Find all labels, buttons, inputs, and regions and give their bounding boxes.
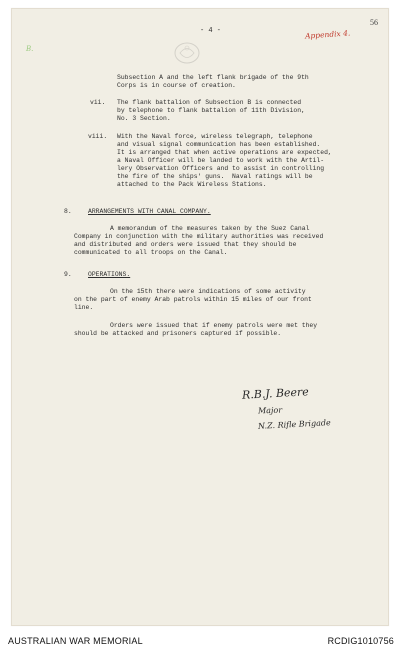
section-9-heading: OPERATIONS.: [88, 271, 131, 278]
section-9-para1-line-2: on the part of enemy Arab patrols within 15 miles of our front: [74, 296, 312, 303]
intro-line-2: Corps is in course of creation.: [117, 82, 236, 89]
item-vii-line-2: by telephone to flank battalion of 11th Division,: [117, 107, 305, 114]
item-vii-line-3: No. 3 Section.: [117, 115, 171, 122]
section-8-line-4: communicated to all troops on the Canal.: [74, 249, 228, 256]
item-viii-line-1: With the Naval force, wireless telegraph, telephone: [117, 133, 313, 140]
item-viii-number: viii.: [88, 133, 108, 140]
item-viii-line-2: and visual signal communication has been established.: [117, 141, 321, 148]
section-9-number: 9.: [64, 271, 72, 278]
section-9-para2-line-2: should be attacked and prisoners captured if possible.: [74, 330, 282, 337]
section-8-heading: ARRANGEMENTS WITH CANAL COMPANY.: [88, 208, 211, 215]
handwritten-annotation: Appendix 4.: [304, 28, 351, 41]
item-viii-line-7: attached to the Pack Wireless Stations.: [117, 181, 267, 188]
section-9-para1-line-3: line.: [74, 304, 94, 311]
item-viii-line-4: a Naval Officer will be landed to work with the Artil-: [117, 157, 325, 164]
section-8-number: 8.: [64, 208, 72, 215]
item-viii-line-5: lery Observation Officers and to assist in controlling: [117, 165, 325, 172]
section-9-para1-line-1: On the 15th there were indications of some activity: [110, 288, 306, 295]
section-8-line-2: Company in conjunction with the military authorities was received: [74, 233, 324, 240]
item-vii-number: vii.: [90, 99, 106, 106]
item-viii-line-3: It is arranged that when active operations are expected,: [117, 149, 332, 156]
item-viii-line-6: the fire of the ships' guns. Naval ratings will be: [117, 173, 313, 180]
embossed-crest-watermark: [172, 40, 202, 66]
footer-institution: AUSTRALIAN WAR MEMORIAL: [8, 636, 143, 646]
section-8-line-3: and distributed and orders were issued that they should be: [74, 241, 297, 248]
item-vii-line-1: The flank battalion of Subsection B is connected: [117, 99, 302, 106]
page-number: - 4 -: [200, 27, 222, 35]
folio-number: 56: [370, 18, 378, 27]
signature-rank: Major: [257, 405, 283, 416]
section-8-line-1: A memorandum of the measures taken by the Suez Canal: [110, 225, 310, 232]
intro-line-1: Subsection A and the left flank brigade of the 9th: [117, 74, 309, 81]
footer-record-id: RCDIG1010756: [327, 636, 394, 646]
signature-name: R.B.J. Beere: [241, 385, 310, 402]
section-9-para2-line-1: Orders were issued that if enemy patrols were met they: [110, 322, 318, 329]
margin-pencil-mark: B.: [26, 45, 34, 53]
signature-unit: N.Z. Rifle Brigade: [257, 418, 331, 431]
